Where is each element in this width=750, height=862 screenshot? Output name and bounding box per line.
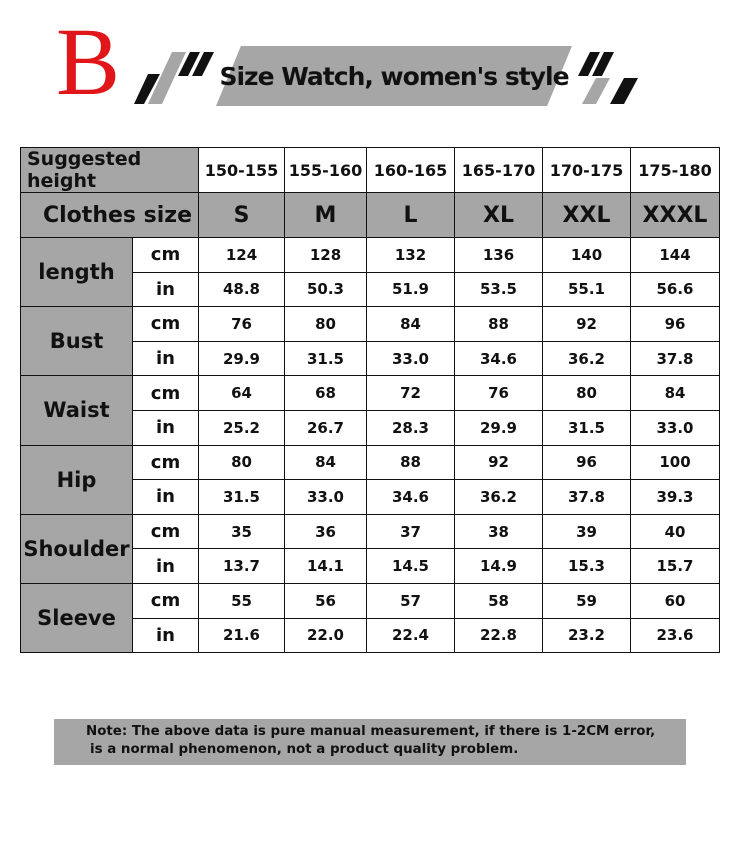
measurement-value: 31.5 — [285, 341, 367, 376]
measurement-value: 23.2 — [543, 618, 631, 653]
measurement-value: 84 — [367, 307, 455, 342]
measurement-value: 100 — [631, 445, 720, 480]
measurement-value: 22.4 — [367, 618, 455, 653]
unit-label: in — [133, 549, 199, 584]
slash-decoration-left-icon — [134, 46, 224, 106]
measurement-value: 37.8 — [631, 341, 720, 376]
measurement-value: 80 — [285, 307, 367, 342]
unit-label: in — [133, 480, 199, 515]
measurement-value: 136 — [455, 238, 543, 273]
slash-decoration-right-icon — [560, 46, 650, 106]
measurement-value: 92 — [455, 445, 543, 480]
measurement-value: 88 — [455, 307, 543, 342]
measurement-value: 33.0 — [631, 410, 720, 445]
measurement-value: 34.6 — [455, 341, 543, 376]
measurement-value: 88 — [367, 445, 455, 480]
measurement-value: 80 — [199, 445, 285, 480]
height-value: 170-175 — [543, 148, 631, 193]
measurement-label: Hip — [21, 445, 133, 514]
measurement-value: 68 — [285, 376, 367, 411]
size-value: XXXL — [631, 193, 720, 238]
measurement-value: 35 — [199, 514, 285, 549]
height-value: 155-160 — [285, 148, 367, 193]
measurement-label: Bust — [21, 307, 133, 376]
measurement-row — [21, 445, 720, 480]
measurement-value: 25.2 — [199, 410, 285, 445]
measurement-value: 76 — [199, 307, 285, 342]
size-value: XXL — [543, 193, 631, 238]
measurement-row — [21, 307, 720, 342]
measurement-value: 21.6 — [199, 618, 285, 653]
unit-label: in — [133, 410, 199, 445]
height-value: 150-155 — [199, 148, 285, 193]
measurement-value: 64 — [199, 376, 285, 411]
measurement-value: 124 — [199, 238, 285, 273]
note-line-1: Note: The above data is pure manual measurement, if there is 1-2CM error, — [86, 724, 656, 739]
measurement-value: 55.1 — [543, 272, 631, 307]
measurement-value: 37 — [367, 514, 455, 549]
measurement-value: 60 — [631, 583, 720, 618]
measurement-value: 39 — [543, 514, 631, 549]
measurement-value: 29.9 — [455, 410, 543, 445]
measurement-value: 84 — [631, 376, 720, 411]
measurement-note — [54, 719, 686, 765]
unit-label: in — [133, 341, 199, 376]
measurement-value: 31.5 — [199, 480, 285, 515]
measurement-value: 33.0 — [367, 341, 455, 376]
size-row — [21, 193, 720, 238]
note-line-2: is a normal phenomenon, not a product quality problem. — [90, 742, 519, 757]
measurement-value: 40 — [631, 514, 720, 549]
measurement-label: length — [21, 238, 133, 307]
measurement-value: 26.7 — [285, 410, 367, 445]
measurement-value: 14.5 — [367, 549, 455, 584]
measurement-value: 53.5 — [455, 272, 543, 307]
measurement-value: 28.3 — [367, 410, 455, 445]
unit-label: cm — [133, 514, 199, 549]
size-value: M — [285, 193, 367, 238]
size-value: XL — [455, 193, 543, 238]
measurement-value: 22.8 — [455, 618, 543, 653]
measurement-value: 144 — [631, 238, 720, 273]
page-title: Size Watch, women's style — [219, 61, 569, 91]
size-chart-table — [20, 147, 720, 653]
measurement-value: 34.6 — [367, 480, 455, 515]
measurement-value: 76 — [455, 376, 543, 411]
measurement-row — [21, 238, 720, 273]
unit-label: in — [133, 272, 199, 307]
measurement-value: 56.6 — [631, 272, 720, 307]
unit-label: cm — [133, 307, 199, 342]
clothes-size-label: Clothes size — [21, 193, 199, 238]
measurement-value: 15.3 — [543, 549, 631, 584]
measurement-label: Shoulder — [21, 514, 133, 583]
measurement-value: 36.2 — [455, 480, 543, 515]
measurement-value: 128 — [285, 238, 367, 273]
unit-label: cm — [133, 583, 199, 618]
measurement-value: 31.5 — [543, 410, 631, 445]
measurement-value: 13.7 — [199, 549, 285, 584]
unit-label: cm — [133, 238, 199, 273]
measurement-value: 56 — [285, 583, 367, 618]
height-value: 160-165 — [367, 148, 455, 193]
measurement-value: 48.8 — [199, 272, 285, 307]
measurement-value: 36 — [285, 514, 367, 549]
suggested-height-label: Suggested height — [21, 148, 199, 193]
measurement-value: 29.9 — [199, 341, 285, 376]
size-value: S — [199, 193, 285, 238]
measurement-value: 140 — [543, 238, 631, 273]
measurement-label: Sleeve — [21, 583, 133, 652]
measurement-value: 15.7 — [631, 549, 720, 584]
measurement-value: 59 — [543, 583, 631, 618]
measurement-value: 50.3 — [285, 272, 367, 307]
measurement-value: 22.0 — [285, 618, 367, 653]
measurement-value: 58 — [455, 583, 543, 618]
height-row — [21, 148, 720, 193]
unit-label: cm — [133, 445, 199, 480]
measurement-row — [21, 514, 720, 549]
measurement-value: 14.1 — [285, 549, 367, 584]
measurement-label: Waist — [21, 376, 133, 445]
unit-label: in — [133, 618, 199, 653]
height-value: 165-170 — [455, 148, 543, 193]
measurement-value: 51.9 — [367, 272, 455, 307]
measurement-value: 39.3 — [631, 480, 720, 515]
measurement-value: 23.6 — [631, 618, 720, 653]
height-value: 175-180 — [631, 148, 720, 193]
measurement-value: 38 — [455, 514, 543, 549]
measurement-value: 84 — [285, 445, 367, 480]
measurement-value: 80 — [543, 376, 631, 411]
measurement-value: 92 — [543, 307, 631, 342]
measurement-value: 36.2 — [543, 341, 631, 376]
measurement-value: 96 — [543, 445, 631, 480]
unit-label: cm — [133, 376, 199, 411]
measurement-value: 57 — [367, 583, 455, 618]
size-value: L — [367, 193, 455, 238]
measurement-value: 37.8 — [543, 480, 631, 515]
measurement-value: 72 — [367, 376, 455, 411]
measurement-value: 33.0 — [285, 480, 367, 515]
measurement-row — [21, 583, 720, 618]
measurement-value: 55 — [199, 583, 285, 618]
measurement-value: 96 — [631, 307, 720, 342]
measurement-row — [21, 376, 720, 411]
measurement-value: 132 — [367, 238, 455, 273]
measurement-value: 14.9 — [455, 549, 543, 584]
section-letter: B — [56, 8, 121, 115]
page-header — [0, 0, 750, 130]
